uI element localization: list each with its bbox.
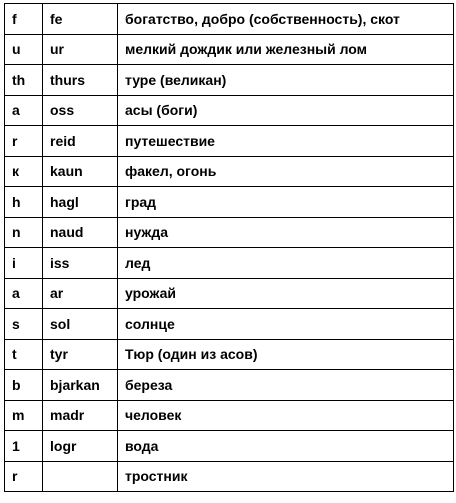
letter-cell: u [5,34,43,65]
letter-cell: к [5,156,43,187]
meaning-cell: тростник [118,461,454,492]
letter-cell: i [5,248,43,279]
letter-cell: h [5,187,43,218]
letter-cell: t [5,339,43,370]
meaning-cell: асы (боги) [118,95,454,126]
rune-name-cell: hagl [43,187,118,218]
meaning-cell: вода [118,431,454,462]
rune-name-cell: logr [43,431,118,462]
letter-cell: r [5,461,43,492]
rune-name-cell: oss [43,95,118,126]
table-row [5,431,454,462]
table-row [5,65,454,96]
table-row [5,4,454,35]
meaning-cell: богатство, добро (собственность), скот [118,4,454,35]
letter-cell: b [5,370,43,401]
table-row [5,217,454,248]
table-row [5,309,454,340]
table-row [5,400,454,431]
meaning-cell: мелкий дождик или железный лом [118,34,454,65]
meaning-cell: град [118,187,454,218]
letter-cell: f [5,4,43,35]
rune-name-cell: bjarkan [43,370,118,401]
rune-name-cell: madr [43,400,118,431]
table-row [5,248,454,279]
rune-name-cell: ur [43,34,118,65]
rune-name-cell: kaun [43,156,118,187]
table-row [5,34,454,65]
meaning-cell: факел, огонь [118,156,454,187]
rune-name-cell: thurs [43,65,118,96]
letter-cell: a [5,95,43,126]
rune-name-cell [43,461,118,492]
letter-cell: n [5,217,43,248]
meaning-cell: туре (великан) [118,65,454,96]
rune-name-cell: iss [43,248,118,279]
rune-name-cell: fe [43,4,118,35]
table-row [5,370,454,401]
letter-cell: 1 [5,431,43,462]
meaning-cell: нужда [118,217,454,248]
rune-name-cell: tyr [43,339,118,370]
rune-table [4,3,454,492]
table-row [5,278,454,309]
table-row [5,95,454,126]
meaning-cell: солнце [118,309,454,340]
table-row [5,187,454,218]
rune-name-cell: ar [43,278,118,309]
table-row [5,126,454,157]
table-row [5,461,454,492]
table-row [5,339,454,370]
rune-name-cell: reid [43,126,118,157]
meaning-cell: Тюр (один из асов) [118,339,454,370]
meaning-cell: человек [118,400,454,431]
meaning-cell: урожай [118,278,454,309]
rune-name-cell: sol [43,309,118,340]
letter-cell: th [5,65,43,96]
letter-cell: r [5,126,43,157]
meaning-cell: лед [118,248,454,279]
rune-name-cell: naud [43,217,118,248]
table-row [5,156,454,187]
meaning-cell: путешествие [118,126,454,157]
letter-cell: a [5,278,43,309]
meaning-cell: береза [118,370,454,401]
letter-cell: m [5,400,43,431]
letter-cell: s [5,309,43,340]
